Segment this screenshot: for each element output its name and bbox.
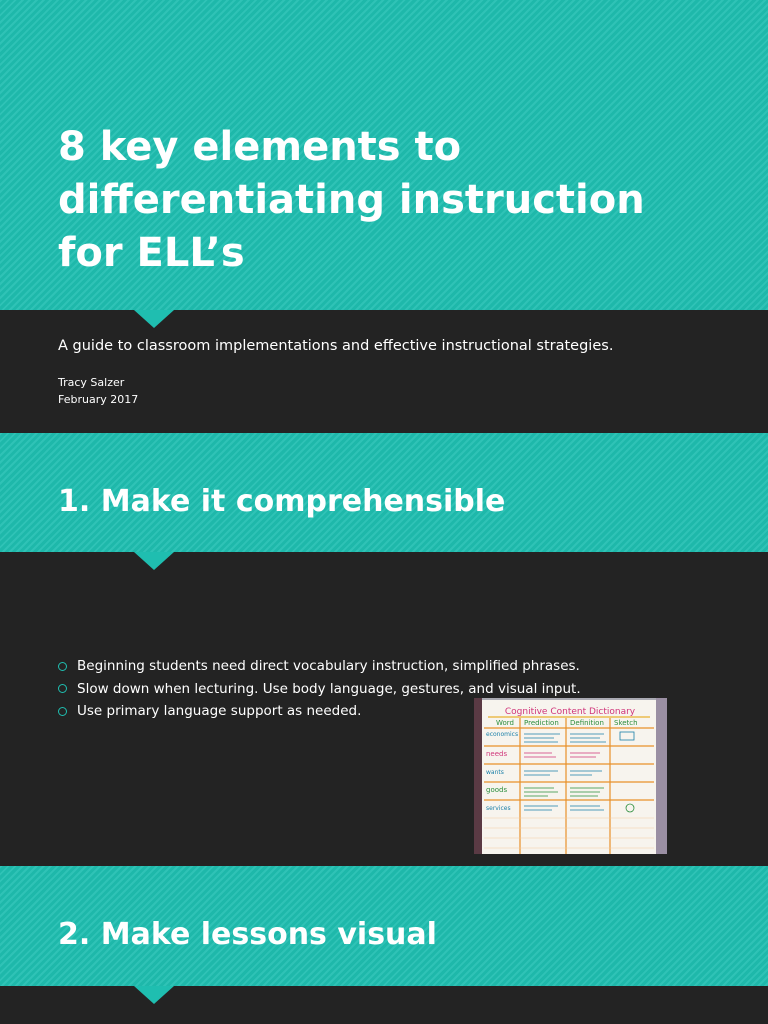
chart-photo-col: Prediction [524, 719, 559, 727]
bullet-text: Beginning students need direct vocabulary instruction, simplified phrases. [77, 658, 580, 674]
title-line-3: for ELL’s [58, 230, 245, 276]
chart-photo-row: goods [486, 786, 508, 794]
slide2-notch [134, 986, 174, 1004]
chart-photo-col: Definition [570, 719, 604, 727]
list-item [58, 678, 581, 701]
chart-photo-row: services [486, 805, 511, 812]
bullet-circle-icon [58, 707, 67, 716]
slide1-notch [134, 552, 174, 570]
slide1-title: 1. Make it comprehensible [58, 484, 506, 519]
author: Tracy Salzer [58, 376, 125, 389]
chart-photo-col: Sketch [614, 719, 638, 727]
slide2-title: 2. Make lessons visual [58, 917, 437, 952]
title-line-2: differentiating instruction [58, 177, 645, 223]
title-body-band [0, 310, 768, 433]
date: February 2017 [58, 393, 139, 406]
bullet-text: Use primary language support as needed. [77, 703, 362, 719]
title-line-1: 8 key elements to [58, 124, 462, 170]
list-item [58, 655, 581, 678]
subtitle: A guide to classroom implementations and effective instructional strategies. [58, 338, 614, 354]
chart-photo-row: wants [486, 769, 504, 776]
title-notch [134, 310, 174, 328]
bullet-text: Slow down when lecturing. Use body language, gestures, and visual input. [77, 680, 581, 697]
classroom-chart-photo [474, 698, 667, 854]
page-title [58, 121, 645, 280]
bullet-circle-icon [58, 662, 67, 671]
slide2-body-band [0, 986, 768, 1024]
bullet-circle-icon [58, 684, 67, 693]
chart-photo-row: needs [486, 750, 508, 758]
chart-photo-col: Word [496, 719, 514, 727]
chart-paper-image [474, 698, 667, 854]
chart-photo-row: economics [486, 731, 519, 738]
chart-photo-heading: Cognitive Content Dictionary [504, 707, 636, 717]
